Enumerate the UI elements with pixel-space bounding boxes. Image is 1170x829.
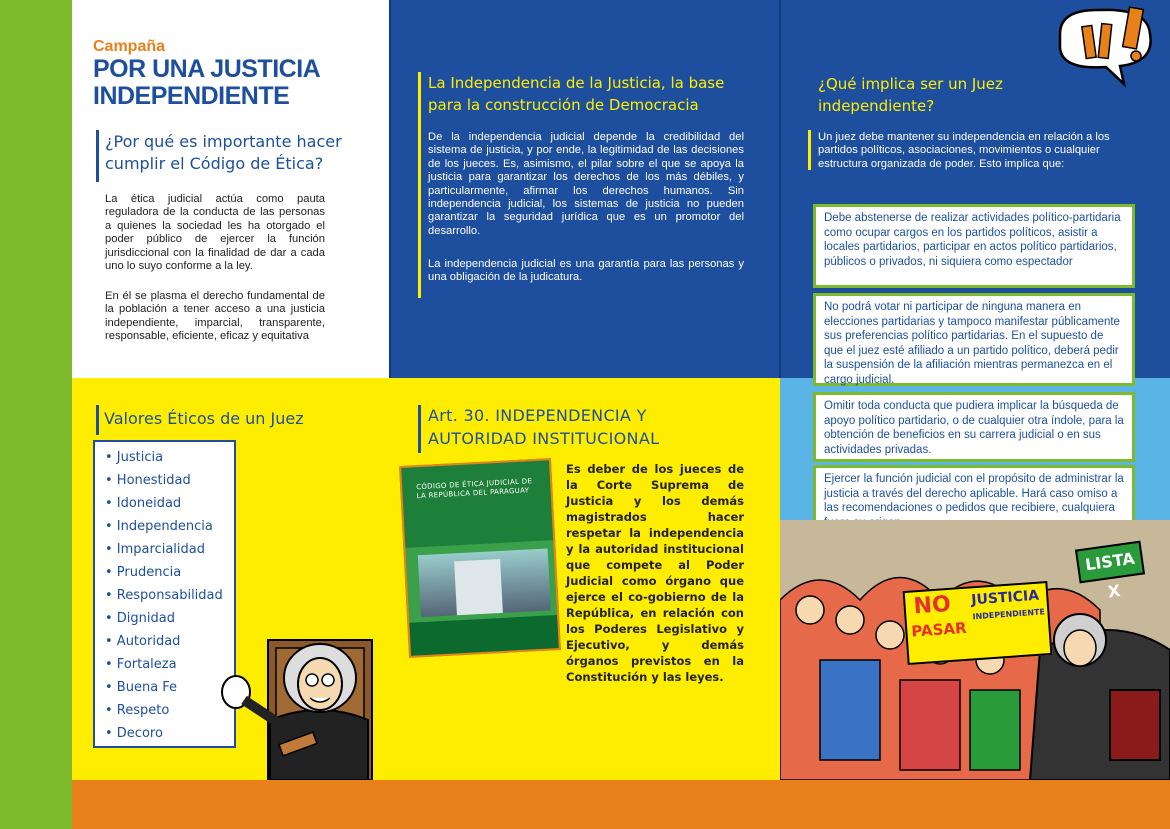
implication-box: Ejercer la función judicial con el propósito de administrar la justicia a través del derecho aplicable. Hará caso omiso a las recomendaciones o pedidos que recibiere, cualquiera: [813, 465, 1135, 531]
value-item: • Prudencia: [105, 565, 182, 580]
values-heading: Valores Éticos de un Juez: [104, 409, 304, 428]
building-icon: [454, 559, 503, 615]
independence-paragraph-2: La independencia judicial es una garantía para las personas y una obligación de la judicatura.: [428, 258, 744, 284]
sign-independiente-text: INDEPENDIENTE: [972, 607, 1046, 622]
article-heading-line2: AUTORIDAD INSTITUCIONAL: [428, 429, 660, 448]
judge-implies-heading: ¿Qué implica ser un Juez independiente?: [818, 75, 1003, 115]
book-title: CÓDIGO DE ÉTICA JUDICIAL DE LA REPÚBLICA DEL PARAGUAY: [416, 477, 533, 501]
article-text: Es deber de los jueces de la Corte Suprema de Justicia y los demás magistrados hacer respetar la independencia y la autoridad institucional que compete al Poder Judicial como órgano que ejerce el co-gobierno de la República, en relación con los Poderes Legislativo y Ejecutivo, y demás órganos previstos en la Constitución y las leyes.: [566, 462, 744, 684]
campaign-title-line1: POR UNA JUSTICIA: [93, 55, 321, 83]
independence-heading: La Independencia de la Justicia, la base para la construcción de Democracia: [428, 74, 725, 114]
panel-divider: [779, 0, 781, 378]
implication-box: Debe abstenerse de realizar actividades político-partidaria como ocupar cargos en los partidos políticos, asistir a locales partidarios, participar en actos político partidarios, públicos o privados, ni siquiera como espectador: [813, 204, 1135, 288]
ethics-code-book-cover: [399, 458, 561, 658]
value-item: • Autoridad: [105, 634, 181, 649]
orange-footer-band: [72, 780, 1170, 829]
sign-lista-x: LISTA X: [1075, 541, 1145, 584]
value-item: • Decoro: [105, 726, 163, 741]
value-item: • Dignidad: [105, 611, 175, 626]
ethics-heading: ¿Por qué es importante hacer cumplir el Código de Ética?: [105, 132, 342, 173]
sign-justicia-text: JUSTICIA: [970, 587, 1040, 609]
value-item: • Buena Fe: [105, 680, 178, 695]
heading-rule: [418, 405, 421, 453]
heading-rule: [418, 72, 421, 298]
article-heading-line1: Art. 30. INDEPENDENCIA Y: [428, 406, 647, 425]
panel-divider: [389, 0, 391, 378]
value-item: • Honestidad: [105, 473, 191, 488]
protest-sign: [903, 581, 1053, 665]
value-item: • Responsabilidad: [105, 588, 223, 603]
value-item: • Respeto: [105, 703, 170, 718]
judge-cartoon-illustration: [200, 620, 380, 780]
heading-rule: [96, 405, 99, 435]
implication-box: Omitir toda conducta que pudiera implicar la búsqueda de apoyo político partidario, o de cualquier otra índole, para la obtención de beneficios en su carrera judicial o en sus actividades privadas.: [813, 392, 1135, 462]
value-item: • Idoneidad: [105, 496, 182, 511]
heading-rule: [96, 130, 99, 182]
independence-paragraph-1: De la independencia judicial depende la credibilidad del sistema de justicia, y por ende, la legitimidad de las decisiones de los jueces. Es, asimismo, el pilar sobre el que se apoya la justicia para garantizar los derechos de los más débiles, y particularmente, afirmar los derechos humanos. Sin independencia judicial, los sistemas de justicia no pueden garantizar la seguridad jurídica que es un promotor del desarrollo.: [428, 131, 744, 237]
judge-implies-intro: Un juez debe mantener su independencia en relación a los partidos políticos, asociaciones, movimientos o cualquier estructura organizada de poder. Esto implica que:: [818, 131, 1110, 170]
sign-no-text: NO: [912, 591, 952, 620]
book-header: [401, 460, 553, 548]
value-item: • Imparcialidad: [105, 542, 205, 557]
campaign-title-line2: INDEPENDIENTE: [93, 82, 290, 110]
value-item: • Justicia: [105, 450, 164, 465]
green-side-strip: [0, 0, 72, 829]
value-item: • Independencia: [105, 519, 213, 534]
heading-rule: [808, 130, 811, 170]
implication-box: No podrá votar ni participar de ninguna manera en elecciones partidarias y tampoco manifestar públicamente sus preferencias político partidarias. En el supuesto de que el juez esté afiliado a un partido político, deberá pedir la suspensión de la afiliación mientras permanezca en el cargo judicial.: [813, 293, 1135, 386]
ethics-paragraph-1: La ética judicial actúa como pauta reguladora de la conducta de las personas a quienes la sociedad les ha otorgado el poder público de ejercer la función jurisdiccional con la finalidad de dar a cada uno lo suyo conforme a la ley.: [105, 193, 325, 273]
ethics-paragraph-2: En él se plasma el derecho fundamental de la población a tener acceso a una justicia independiente, imparcial, transparente, responsable, eficiente, eficaz y equitativa: [105, 290, 325, 343]
value-item: • Fortaleza: [105, 657, 177, 672]
campaign-label: Campaña: [93, 38, 166, 55]
sign-pasar-text: PASAR: [910, 618, 968, 641]
speech-bubble-icon: [1040, 4, 1165, 112]
